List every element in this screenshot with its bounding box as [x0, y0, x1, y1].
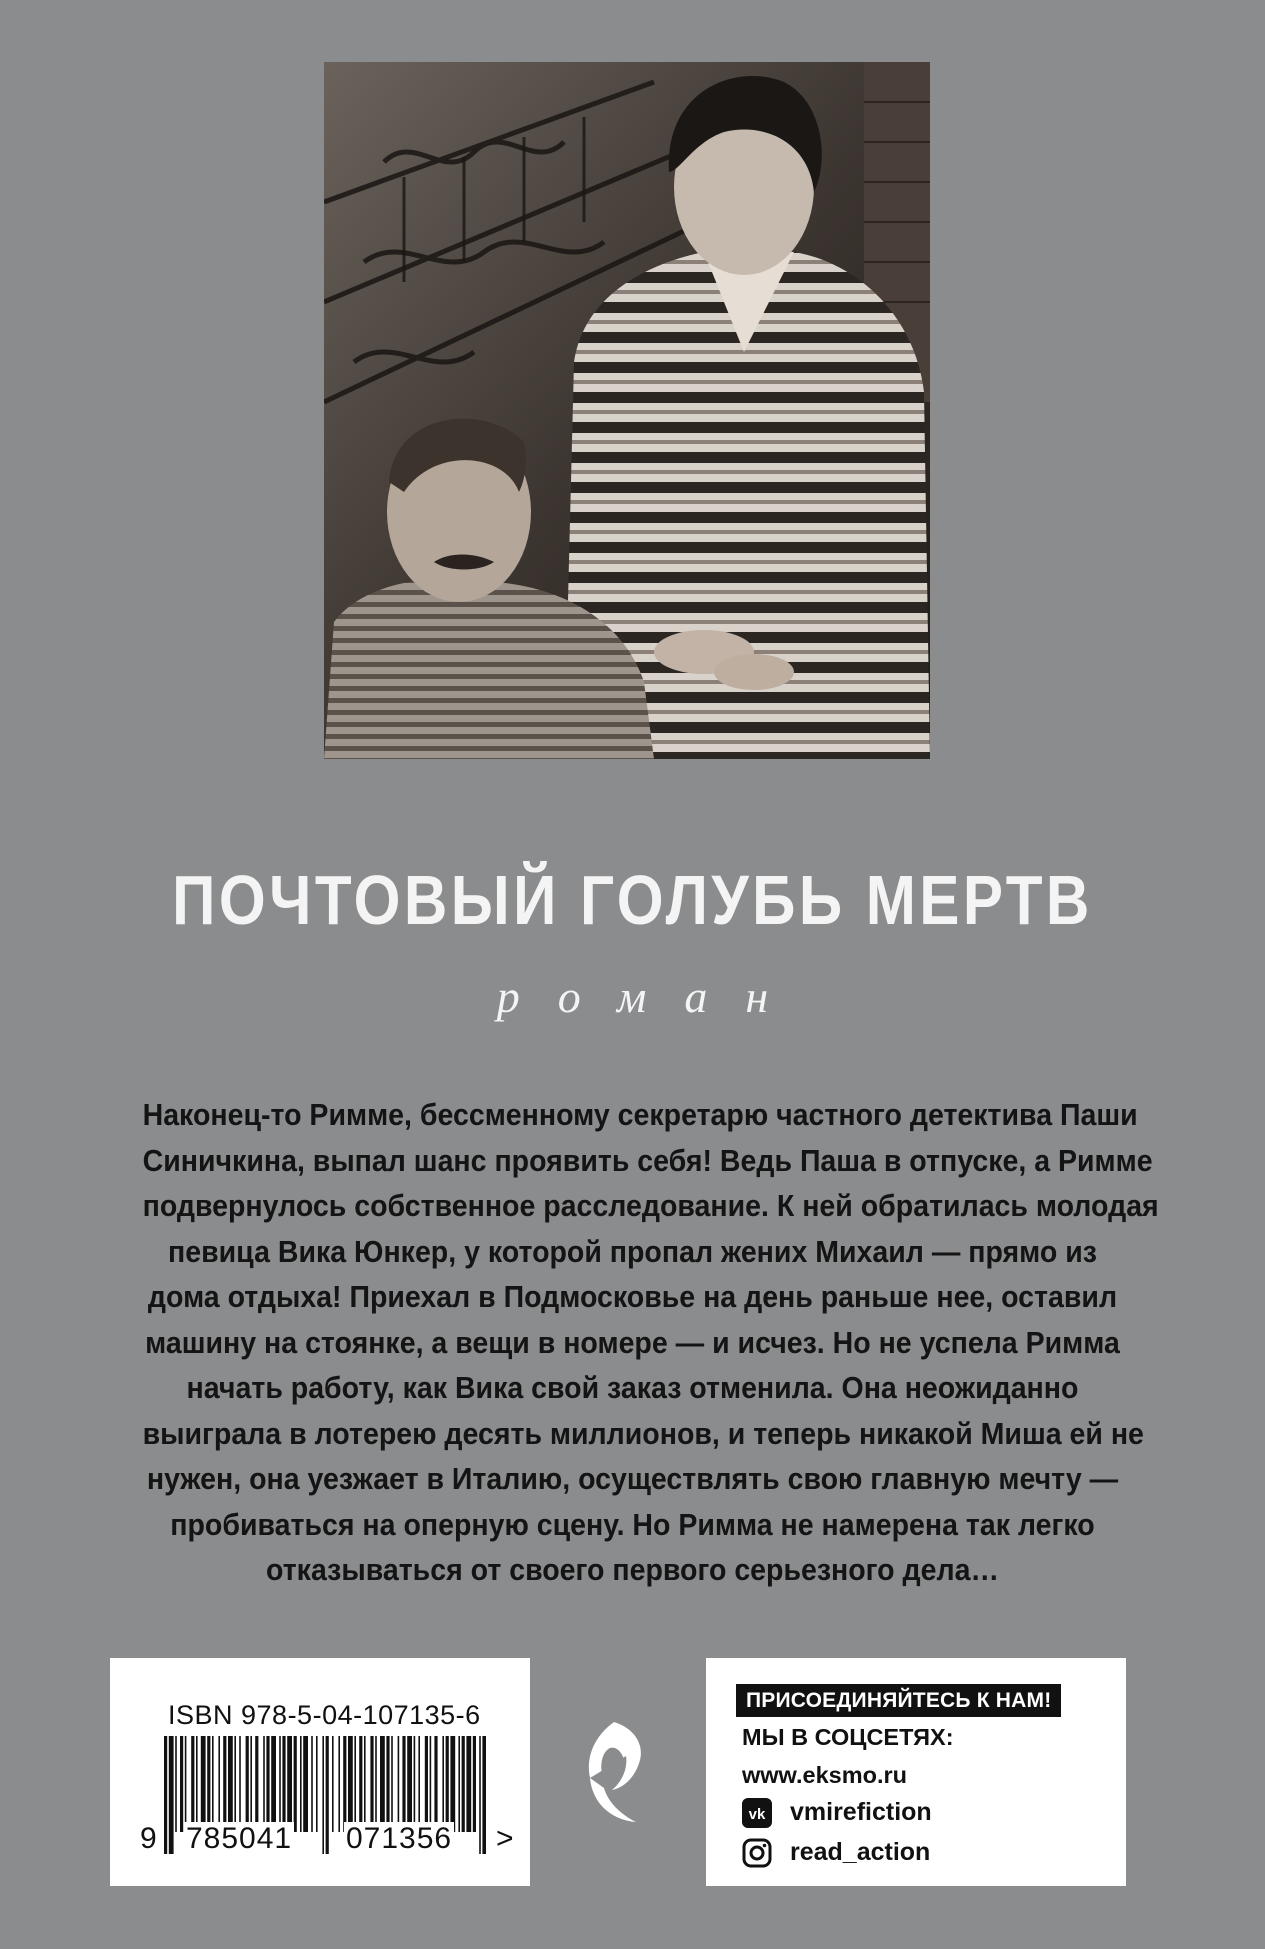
barcode-bar — [282, 1736, 285, 1832]
barcode-bar — [300, 1736, 302, 1832]
isbn-box — [110, 1658, 530, 1886]
eksmo-logo-icon — [582, 1716, 646, 1828]
barcode-bar — [462, 1736, 465, 1832]
barcode-bar — [234, 1736, 236, 1832]
barcode-bar — [446, 1736, 449, 1832]
author-photo — [324, 62, 930, 759]
annotation-line: отказываться от своего первого серьезного дела… — [265, 1552, 1000, 1587]
barcode-bar — [332, 1736, 334, 1832]
barcode-bar — [391, 1736, 393, 1832]
barcode-first-digit: 9 — [140, 1822, 158, 1855]
barcode-bar — [223, 1736, 226, 1832]
barcode-bar — [294, 1736, 297, 1832]
vk-handle[interactable]: vmirefiction — [790, 1798, 932, 1826]
barcode-bar — [246, 1736, 249, 1832]
barcode-bar — [196, 1736, 198, 1832]
book-genre: роман — [496, 971, 807, 1022]
barcode-bar — [442, 1736, 444, 1832]
book-annotation — [100, 1092, 1165, 1593]
barcode-bar — [430, 1736, 432, 1832]
barcode-bar — [185, 1736, 187, 1832]
barcode-bar — [364, 1736, 366, 1832]
barcode-bar — [255, 1736, 258, 1832]
barcode-bar — [434, 1736, 437, 1832]
website-link[interactable]: www.eksmo.ru — [742, 1762, 907, 1788]
annotation-line: начать работу, как Вика свой заказ отменила. Она неожиданно — [186, 1370, 1079, 1405]
barcode-left-group: 785041 — [186, 1822, 293, 1855]
vk-icon — [742, 1798, 772, 1828]
barcode-bar — [207, 1736, 210, 1832]
barcode-bar — [311, 1736, 313, 1832]
barcode-digits — [138, 1822, 518, 1856]
social-networks-label: МЫ В СОЦСЕТЯХ: — [742, 1724, 954, 1750]
barcode-bar — [343, 1736, 346, 1832]
barcode-bar — [228, 1736, 233, 1832]
barcode-bar — [370, 1736, 373, 1832]
annotation-line: Наконец-то Римме, бессменному секретарю частного детектива Паши — [142, 1097, 1138, 1132]
barcode-bar — [316, 1736, 318, 1832]
svg-text:vk: vk — [748, 1806, 766, 1823]
barcode-bar — [458, 1736, 460, 1832]
annotation-line: подвернулось собственное расследование. К ней обратилась молодая — [142, 1188, 1159, 1223]
barcode-bar — [180, 1736, 183, 1832]
barcode-bar — [359, 1736, 362, 1832]
barcode-bar — [473, 1736, 476, 1832]
barcode-bar — [414, 1736, 416, 1832]
barcode-bar — [338, 1736, 340, 1832]
barcode-bar — [191, 1736, 194, 1832]
barcode-bar — [212, 1736, 214, 1832]
annotation-line: Синичкина, выпал шанс проявить себя! Ведь Паша в отпуске, а Римме — [142, 1142, 1153, 1178]
barcode-right-group: 071356 — [346, 1822, 453, 1855]
barcode-bar — [266, 1736, 269, 1832]
barcode-bar — [418, 1736, 420, 1832]
barcode-bar — [287, 1736, 292, 1832]
annotation-line: выиграла в лотерею десять миллионов, и теперь никакой Миша ей не — [142, 1415, 1144, 1451]
barcode-bar — [375, 1736, 377, 1832]
instagram-icon — [742, 1838, 772, 1868]
barcode-bar — [466, 1736, 471, 1832]
barcode-bar — [380, 1736, 385, 1832]
instagram-handle[interactable]: read_action — [790, 1838, 931, 1866]
barcode-bar — [263, 1736, 265, 1832]
annotation-line: пробиваться на оперную сцену. Но Римма не намерена так легко — [170, 1506, 1095, 1542]
barcode-bar — [279, 1736, 281, 1832]
barcode-bar — [386, 1736, 389, 1832]
annotation-line: нужен, она уезжает в Италию, осуществлять свою главную мечту — — [146, 1461, 1119, 1496]
barcode-bar — [354, 1736, 356, 1832]
barcode-bar — [348, 1736, 353, 1832]
author-photo-icon — [324, 62, 930, 759]
isbn-label: ISBN 978-5-04-107135-6 — [168, 1700, 481, 1730]
annotation-line: машину на стоянке, а вещи в номере — и исчез. Но не успела Римма — [145, 1324, 1120, 1360]
barcode-bar — [239, 1736, 241, 1832]
barcode-bar — [218, 1736, 220, 1832]
barcode-bar — [271, 1736, 276, 1832]
barcode-bar — [450, 1736, 455, 1832]
barcode-bar — [175, 1736, 177, 1832]
barcode-bar — [407, 1736, 412, 1832]
barcode-bar — [398, 1736, 400, 1832]
book-title: ПОЧТОВЫЙ ГОЛУБЬ МЕРТВ — [172, 861, 1093, 939]
barcode-bar — [303, 1736, 308, 1832]
barcode-arrow: > — [496, 1822, 515, 1855]
social-box — [706, 1658, 1126, 1886]
annotation-line: певица Вика Юнкер, у которой пропал жених Михаил — прямо из — [168, 1233, 1097, 1269]
barcode-bar — [425, 1736, 428, 1832]
barcode-bar — [201, 1736, 206, 1832]
barcode-bar — [250, 1736, 252, 1832]
annotation-line: дома отдыха! Приехал в Подмосковье на день раньше нее, оставил — [147, 1279, 1118, 1314]
barcode-bar — [402, 1736, 405, 1832]
join-us-banner: ПРИСОЕДИНЯЙТЕСЬ К НАМ! — [736, 1684, 1061, 1717]
